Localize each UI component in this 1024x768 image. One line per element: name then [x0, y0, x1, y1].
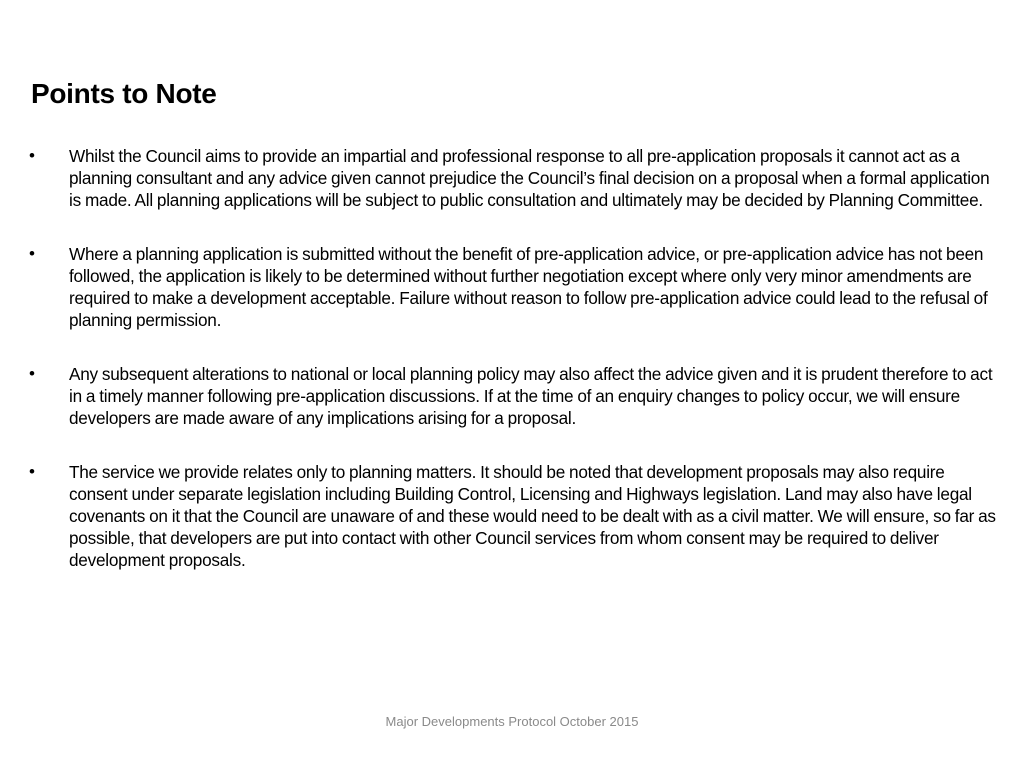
bullet-text: Whilst the Council aims to provide an impartial and professional response to all pre-application proposals it cannot act as a planning consultant and any advice given cannot prejudice the Council’s final decision on a proposal when a formal application is made. All planning applications will be subject to public consultation and ultimately may be decided by Planning Committee.: [69, 146, 990, 210]
bullet-list: [0, 145, 1024, 603]
bullet-dot-icon: •: [29, 146, 35, 165]
bullet-item: [0, 145, 1024, 211]
bullet-dot-icon: •: [29, 364, 35, 383]
bullet-dot-icon: •: [29, 244, 35, 263]
bullet-text: Any subsequent alterations to national or local planning policy may also affect the advice given and it is prudent therefore to act in a timely manner following pre-application discussions. If at the time of an enquiry changes to policy occur, we will ensure developers are made aware of any implications arising for a proposal.: [69, 364, 993, 428]
slide-title: Points to Note: [31, 78, 217, 109]
bullet-text: Where a planning application is submitted without the benefit of pre-application advice, or pre-application advice has not been followed, the application is likely to be determined without further negotiation except where only very minor amendments are required to make a development acceptable. Failure without reason to follow pre-application advice could lead to the refusal of planning permission.: [69, 244, 988, 330]
bullet-item: [0, 363, 1024, 429]
bullet-dot-icon: •: [29, 462, 35, 481]
bullet-text: The service we provide relates only to planning matters. It should be noted that development proposals may also require consent under separate legislation including Building Control, Licensing and Highways legislation. Land may also have legal covenants on it that the Council are unaware of and these would need to be dealt with as a civil matter. We will ensure, so far as possible, that developers are put into contact with other Council services from whom consent may be required to deliver development proposals.: [69, 462, 996, 570]
bullet-item: [0, 243, 1024, 331]
bullet-item: [0, 461, 1024, 571]
footer-text: Major Developments Protocol October 2015: [385, 714, 639, 729]
